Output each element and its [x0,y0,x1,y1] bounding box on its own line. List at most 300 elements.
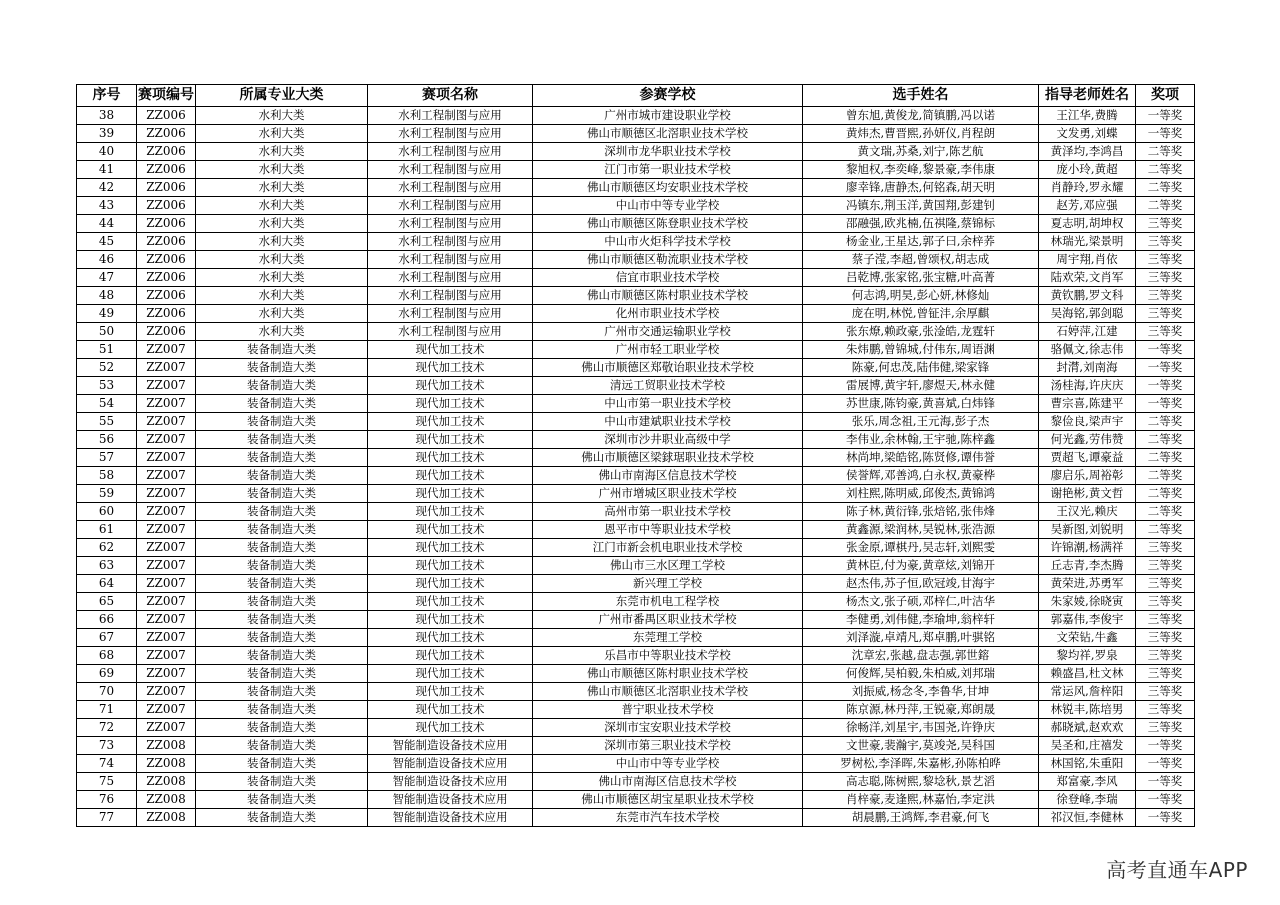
event-code-cell: ZZ007 [137,701,196,719]
contestants-cell: 吕乾博,张家铭,张宝糖,叶高菁 [803,269,1039,287]
major-category-cell: 水利大类 [196,233,368,251]
event-name-cell: 现代加工技术 [368,719,533,737]
instructors-cell: 常运风,詹梓阳 [1039,683,1136,701]
serial-cell: 45 [77,233,137,251]
table-row [77,251,1195,269]
event-name-cell: 水利工程制图与应用 [368,251,533,269]
school-cell: 东莞市机电工程学校 [533,593,803,611]
event-code-cell: ZZ006 [137,125,196,143]
school-cell: 深圳市宝安职业技术学校 [533,719,803,737]
contestants-cell: 陈豪,何忠茂,陆伟健,梁家锋 [803,359,1039,377]
award-cell: 三等奖 [1136,665,1195,683]
contestants-cell: 李伟业,余林翰,王宇驰,陈梓鑫 [803,431,1039,449]
contestants-cell: 朱炜鹏,曾锦城,付伟东,周语渊 [803,341,1039,359]
major-category-cell: 装备制造大类 [196,719,368,737]
school-cell: 广州市城市建设职业学校 [533,107,803,125]
award-cell: 三等奖 [1136,701,1195,719]
table-row [77,449,1195,467]
serial-cell: 77 [77,809,137,827]
award-cell: 三等奖 [1136,305,1195,323]
serial-cell: 60 [77,503,137,521]
major-category-cell: 装备制造大类 [196,575,368,593]
instructors-cell: 石婷萍,江建 [1039,323,1136,341]
award-cell: 二等奖 [1136,431,1195,449]
table-row [77,413,1195,431]
table-row [77,665,1195,683]
event-code-cell: ZZ007 [137,341,196,359]
award-cell: 一等奖 [1136,737,1195,755]
major-category-cell: 水利大类 [196,269,368,287]
contestants-cell: 张东燎,赖政豪,张淦皓,龙霆轩 [803,323,1039,341]
table-row [77,215,1195,233]
event-code-cell: ZZ007 [137,395,196,413]
contestants-cell: 侯誉辉,邓善鸿,白永权,黄豪桦 [803,467,1039,485]
serial-cell: 41 [77,161,137,179]
contestants-cell: 冯镇东,荆玉洋,黄国翔,彭建钊 [803,197,1039,215]
event-code-cell: ZZ007 [137,719,196,737]
instructors-cell: 吴海铭,郭剑聪 [1039,305,1136,323]
instructors-cell: 肖静玲,罗永耀 [1039,179,1136,197]
contestants-cell: 庞在明,林悦,曾钲沣,余厚麒 [803,305,1039,323]
school-cell: 东莞理工学校 [533,629,803,647]
event-name-cell: 现代加工技术 [368,341,533,359]
event-name-cell: 智能制造设备技术应用 [368,791,533,809]
major-category-cell: 装备制造大类 [196,737,368,755]
school-cell: 普宁职业技术学校 [533,701,803,719]
event-code-cell: ZZ006 [137,305,196,323]
table-row [77,359,1195,377]
school-cell: 佛山市顺德区胡宝星职业技术学校 [533,791,803,809]
instructors-cell: 祁汉恒,李健林 [1039,809,1136,827]
table-row [77,431,1195,449]
event-name-cell: 现代加工技术 [368,701,533,719]
major-category-cell: 装备制造大类 [196,701,368,719]
contestants-cell: 杨杰文,张子硕,邓梓仁,叶洁华 [803,593,1039,611]
award-cell: 三等奖 [1136,647,1195,665]
school-cell: 广州市交通运输职业学校 [533,323,803,341]
event-name-cell: 水利工程制图与应用 [368,197,533,215]
event-code-cell: ZZ007 [137,449,196,467]
event-name-cell: 水利工程制图与应用 [368,287,533,305]
award-cell: 三等奖 [1136,611,1195,629]
contestants-cell: 何俊辉,吴柏毅,朱柏威,刘邦瑞 [803,665,1039,683]
table-row [77,737,1195,755]
contestants-cell: 张金原,谭棋丹,吴志轩,刘熙雯 [803,539,1039,557]
table-row [77,179,1195,197]
school-cell: 中山市第一职业技术学校 [533,395,803,413]
major-category-cell: 装备制造大类 [196,611,368,629]
event-code-cell: ZZ008 [137,737,196,755]
instructors-cell: 林国铭,朱重阳 [1039,755,1136,773]
major-category-cell: 装备制造大类 [196,809,368,827]
school-cell: 江门市新会机电职业技术学校 [533,539,803,557]
contestants-cell: 黄林臣,付为豪,黄章炫,刘锦开 [803,557,1039,575]
serial-cell: 66 [77,611,137,629]
award-cell: 三等奖 [1136,575,1195,593]
event-name-cell: 水利工程制图与应用 [368,305,533,323]
event-name-cell: 水利工程制图与应用 [368,323,533,341]
event-name-cell: 现代加工技术 [368,485,533,503]
instructors-cell: 曹宗喜,陈建平 [1039,395,1136,413]
event-name-cell: 水利工程制图与应用 [368,143,533,161]
serial-cell: 75 [77,773,137,791]
school-cell: 佛山市顺德区陈村职业技术学校 [533,287,803,305]
serial-cell: 59 [77,485,137,503]
table-row [77,647,1195,665]
award-cell: 三等奖 [1136,269,1195,287]
contestants-cell: 杨金业,王星达,郭子曰,余梓荞 [803,233,1039,251]
major-category-cell: 装备制造大类 [196,485,368,503]
award-cell: 二等奖 [1136,413,1195,431]
contestants-cell: 文世豪,裴瀚宇,莫竣尧,吴科国 [803,737,1039,755]
award-cell: 二等奖 [1136,197,1195,215]
instructors-cell: 吴圣和,庄禧发 [1039,737,1136,755]
award-cell: 二等奖 [1136,449,1195,467]
header-instructors: 指导老师姓名 [1039,85,1136,107]
major-category-cell: 装备制造大类 [196,431,368,449]
event-code-cell: ZZ007 [137,611,196,629]
event-name-cell: 智能制造设备技术应用 [368,737,533,755]
serial-cell: 69 [77,665,137,683]
table-header-row [77,85,1195,107]
event-name-cell: 现代加工技术 [368,557,533,575]
event-code-cell: ZZ006 [137,269,196,287]
instructors-cell: 何光鑫,劳伟赞 [1039,431,1136,449]
school-cell: 佛山市顺德区北滘职业技术学校 [533,683,803,701]
school-cell: 广州市番禺区职业技术学校 [533,611,803,629]
table-row [77,701,1195,719]
table-row [77,539,1195,557]
serial-cell: 62 [77,539,137,557]
major-category-cell: 装备制造大类 [196,395,368,413]
serial-cell: 65 [77,593,137,611]
serial-cell: 44 [77,215,137,233]
serial-cell: 40 [77,143,137,161]
serial-cell: 51 [77,341,137,359]
major-category-cell: 装备制造大类 [196,341,368,359]
school-cell: 佛山市顺德区勒流职业技术学校 [533,251,803,269]
table-row [77,593,1195,611]
school-cell: 江门市第一职业技术学校 [533,161,803,179]
event-name-cell: 现代加工技术 [368,377,533,395]
event-name-cell: 水利工程制图与应用 [368,269,533,287]
serial-cell: 70 [77,683,137,701]
serial-cell: 71 [77,701,137,719]
table-row [77,377,1195,395]
contestants-cell: 张乐,周念祖,王元海,彭子杰 [803,413,1039,431]
major-category-cell: 装备制造大类 [196,773,368,791]
award-cell: 一等奖 [1136,107,1195,125]
event-name-cell: 现代加工技术 [368,467,533,485]
award-cell: 二等奖 [1136,143,1195,161]
serial-cell: 39 [77,125,137,143]
major-category-cell: 水利大类 [196,305,368,323]
event-code-cell: ZZ006 [137,215,196,233]
award-cell: 一等奖 [1136,359,1195,377]
contestants-cell: 雷展博,黄宇轩,廖煜天,林永健 [803,377,1039,395]
major-category-cell: 装备制造大类 [196,647,368,665]
table-row [77,125,1195,143]
instructors-cell: 赖盛昌,杜文林 [1039,665,1136,683]
event-name-cell: 水利工程制图与应用 [368,161,533,179]
instructors-cell: 郭嘉伟,李俊宇 [1039,611,1136,629]
event-name-cell: 水利工程制图与应用 [368,179,533,197]
school-cell: 佛山市三水区理工学校 [533,557,803,575]
major-category-cell: 水利大类 [196,179,368,197]
serial-cell: 43 [77,197,137,215]
school-cell: 佛山市顺德区郑敬诒职业技术学校 [533,359,803,377]
event-code-cell: ZZ007 [137,683,196,701]
contestants-cell: 罗树松,李泽晖,朱嘉彬,孙陈柏晔 [803,755,1039,773]
major-category-cell: 水利大类 [196,215,368,233]
event-name-cell: 现代加工技术 [368,665,533,683]
table-row [77,323,1195,341]
major-category-cell: 水利大类 [196,251,368,269]
table-row [77,791,1195,809]
major-category-cell: 装备制造大类 [196,539,368,557]
serial-cell: 54 [77,395,137,413]
major-category-cell: 装备制造大类 [196,521,368,539]
school-cell: 深圳市沙井职业高级中学 [533,431,803,449]
instructors-cell: 林瑞光,梁景明 [1039,233,1136,251]
instructors-cell: 贾超飞,谭豪益 [1039,449,1136,467]
event-name-cell: 现代加工技术 [368,539,533,557]
award-cell: 一等奖 [1136,791,1195,809]
award-cell: 三等奖 [1136,233,1195,251]
table-row [77,611,1195,629]
serial-cell: 38 [77,107,137,125]
serial-cell: 73 [77,737,137,755]
serial-cell: 56 [77,431,137,449]
contestants-cell: 刘振威,杨念冬,李鲁华,甘坤 [803,683,1039,701]
table-row [77,197,1195,215]
instructors-cell: 骆佩文,徐志伟 [1039,341,1136,359]
instructors-cell: 许锦潮,杨满祥 [1039,539,1136,557]
event-code-cell: ZZ007 [137,503,196,521]
table-row [77,521,1195,539]
table-row [77,233,1195,251]
header-event-name: 赛项名称 [368,85,533,107]
instructors-cell: 王汉光,赖庆 [1039,503,1136,521]
contestants-cell: 高志聪,陈树熙,黎埝秋,景艺滔 [803,773,1039,791]
serial-cell: 58 [77,467,137,485]
contestants-cell: 陈子林,黄衍锋,张焙铭,张伟烽 [803,503,1039,521]
contestants-cell: 黄文瑞,苏桑,刘宁,陈艺航 [803,143,1039,161]
table-row [77,269,1195,287]
school-cell: 深圳市第三职业技术学校 [533,737,803,755]
major-category-cell: 装备制造大类 [196,629,368,647]
contestants-cell: 赵杰伟,苏子恒,欧冠竣,甘海宇 [803,575,1039,593]
contestants-cell: 刘泽漩,卓靖凡,郑卓鹏,叶骐铭 [803,629,1039,647]
event-name-cell: 现代加工技术 [368,503,533,521]
instructors-cell: 朱家婈,徐晓寅 [1039,593,1136,611]
table-row [77,683,1195,701]
award-cell: 二等奖 [1136,179,1195,197]
serial-cell: 64 [77,575,137,593]
instructors-cell: 汤桂海,许庆庆 [1039,377,1136,395]
serial-cell: 55 [77,413,137,431]
event-code-cell: ZZ007 [137,575,196,593]
school-cell: 深圳市龙华职业技术学校 [533,143,803,161]
award-cell: 二等奖 [1136,485,1195,503]
event-name-cell: 现代加工技术 [368,575,533,593]
major-category-cell: 装备制造大类 [196,377,368,395]
event-name-cell: 现代加工技术 [368,647,533,665]
header-school: 参赛学校 [533,85,803,107]
major-category-cell: 装备制造大类 [196,359,368,377]
instructors-cell: 夏志明,胡坤权 [1039,215,1136,233]
contestants-cell: 何志鸿,明昊,彭心妍,林修灿 [803,287,1039,305]
major-category-cell: 装备制造大类 [196,791,368,809]
table-row [77,485,1195,503]
event-code-cell: ZZ007 [137,431,196,449]
major-category-cell: 水利大类 [196,287,368,305]
serial-cell: 63 [77,557,137,575]
event-code-cell: ZZ006 [137,161,196,179]
serial-cell: 76 [77,791,137,809]
instructors-cell: 谢艳彬,黄文哲 [1039,485,1136,503]
award-cell: 一等奖 [1136,773,1195,791]
event-name-cell: 现代加工技术 [368,359,533,377]
major-category-cell: 水利大类 [196,125,368,143]
serial-cell: 53 [77,377,137,395]
school-cell: 佛山市顺德区陈村职业技术学校 [533,665,803,683]
instructors-cell: 吴新图,刘锐明 [1039,521,1136,539]
instructors-cell: 庞小玲,黄超 [1039,161,1136,179]
event-code-cell: ZZ007 [137,593,196,611]
event-code-cell: ZZ006 [137,233,196,251]
serial-cell: 49 [77,305,137,323]
event-code-cell: ZZ008 [137,809,196,827]
instructors-cell: 黄泽均,李鸿昌 [1039,143,1136,161]
table-row [77,305,1195,323]
instructors-cell: 黎均祥,罗泉 [1039,647,1136,665]
major-category-cell: 水利大类 [196,107,368,125]
instructors-cell: 徐登峰,李瑞 [1039,791,1136,809]
results-table [76,84,1195,827]
school-cell: 清远工贸职业技术学校 [533,377,803,395]
school-cell: 信宜市职业技术学校 [533,269,803,287]
event-name-cell: 现代加工技术 [368,449,533,467]
school-cell: 广州市轻工职业学校 [533,341,803,359]
award-cell: 一等奖 [1136,125,1195,143]
award-cell: 三等奖 [1136,251,1195,269]
event-name-cell: 水利工程制图与应用 [368,107,533,125]
school-cell: 中山市中等专业学校 [533,755,803,773]
major-category-cell: 装备制造大类 [196,683,368,701]
award-cell: 二等奖 [1136,503,1195,521]
instructors-cell: 赵芳,邓应强 [1039,197,1136,215]
event-name-cell: 现代加工技术 [368,629,533,647]
table-row [77,557,1195,575]
school-cell: 乐昌市中等职业技术学校 [533,647,803,665]
contestants-cell: 陈京源,林丹萍,王锐豪,郑朗晟 [803,701,1039,719]
event-code-cell: ZZ008 [137,791,196,809]
table-row [77,503,1195,521]
serial-cell: 67 [77,629,137,647]
school-cell: 高州市第一职业技术学校 [533,503,803,521]
award-cell: 二等奖 [1136,521,1195,539]
event-name-cell: 智能制造设备技术应用 [368,773,533,791]
header-event-code: 赛项编号 [137,85,196,107]
event-code-cell: ZZ007 [137,521,196,539]
contestants-cell: 林尚坤,梁皓铭,陈贤修,谭伟誉 [803,449,1039,467]
table-row [77,467,1195,485]
major-category-cell: 水利大类 [196,161,368,179]
award-cell: 二等奖 [1136,467,1195,485]
serial-cell: 46 [77,251,137,269]
event-code-cell: ZZ008 [137,773,196,791]
event-name-cell: 现代加工技术 [368,611,533,629]
contestants-cell: 黄炜杰,曹晋熙,孙妍仪,肖程朗 [803,125,1039,143]
award-cell: 三等奖 [1136,287,1195,305]
event-name-cell: 智能制造设备技术应用 [368,809,533,827]
table-row [77,809,1195,827]
school-cell: 中山市中等专业学校 [533,197,803,215]
serial-cell: 47 [77,269,137,287]
serial-cell: 72 [77,719,137,737]
table-row [77,629,1195,647]
serial-cell: 48 [77,287,137,305]
event-name-cell: 现代加工技术 [368,395,533,413]
serial-cell: 52 [77,359,137,377]
award-cell: 一等奖 [1136,755,1195,773]
header-serial: 序号 [77,85,137,107]
school-cell: 恩平市中等职业技术学校 [533,521,803,539]
table-row [77,143,1195,161]
major-category-cell: 装备制造大类 [196,593,368,611]
table-row [77,287,1195,305]
school-cell: 中山市建斌职业技术学校 [533,413,803,431]
award-cell: 三等奖 [1136,719,1195,737]
table-row [77,755,1195,773]
instructors-cell: 黄荣进,苏勇军 [1039,575,1136,593]
school-cell: 广州市增城区职业技术学校 [533,485,803,503]
event-code-cell: ZZ006 [137,143,196,161]
event-name-cell: 现代加工技术 [368,521,533,539]
event-code-cell: ZZ007 [137,467,196,485]
school-cell: 东莞市汽车技术学校 [533,809,803,827]
event-name-cell: 水利工程制图与应用 [368,233,533,251]
serial-cell: 61 [77,521,137,539]
table-row [77,575,1195,593]
serial-cell: 68 [77,647,137,665]
contestants-cell: 胡晨鹏,王鸿辉,李君豪,何飞 [803,809,1039,827]
serial-cell: 42 [77,179,137,197]
contestants-cell: 邵融强,欧兆楠,伍祺隆,蔡锦标 [803,215,1039,233]
instructors-cell: 郝晓斌,赵欢欢 [1039,719,1136,737]
event-name-cell: 现代加工技术 [368,593,533,611]
event-name-cell: 水利工程制图与应用 [368,125,533,143]
event-code-cell: ZZ007 [137,557,196,575]
contestants-cell: 徐畅洋,刘星宇,韦国尧,许铮庆 [803,719,1039,737]
award-cell: 一等奖 [1136,395,1195,413]
watermark-text: 高考直通车APP [1106,858,1248,882]
event-code-cell: ZZ006 [137,323,196,341]
event-code-cell: ZZ007 [137,629,196,647]
table-row [77,773,1195,791]
instructors-cell: 文荣钻,牛鑫 [1039,629,1136,647]
award-cell: 三等奖 [1136,683,1195,701]
event-code-cell: ZZ007 [137,539,196,557]
school-cell: 化州市职业技术学校 [533,305,803,323]
event-code-cell: ZZ007 [137,647,196,665]
contestants-cell: 蔡子滢,李超,曾颂权,胡志成 [803,251,1039,269]
school-cell: 佛山市顺德区陈登职业技术学校 [533,215,803,233]
contestants-cell: 沈章宏,张越,盘志强,郭世鎔 [803,647,1039,665]
award-cell: 三等奖 [1136,323,1195,341]
serial-cell: 57 [77,449,137,467]
